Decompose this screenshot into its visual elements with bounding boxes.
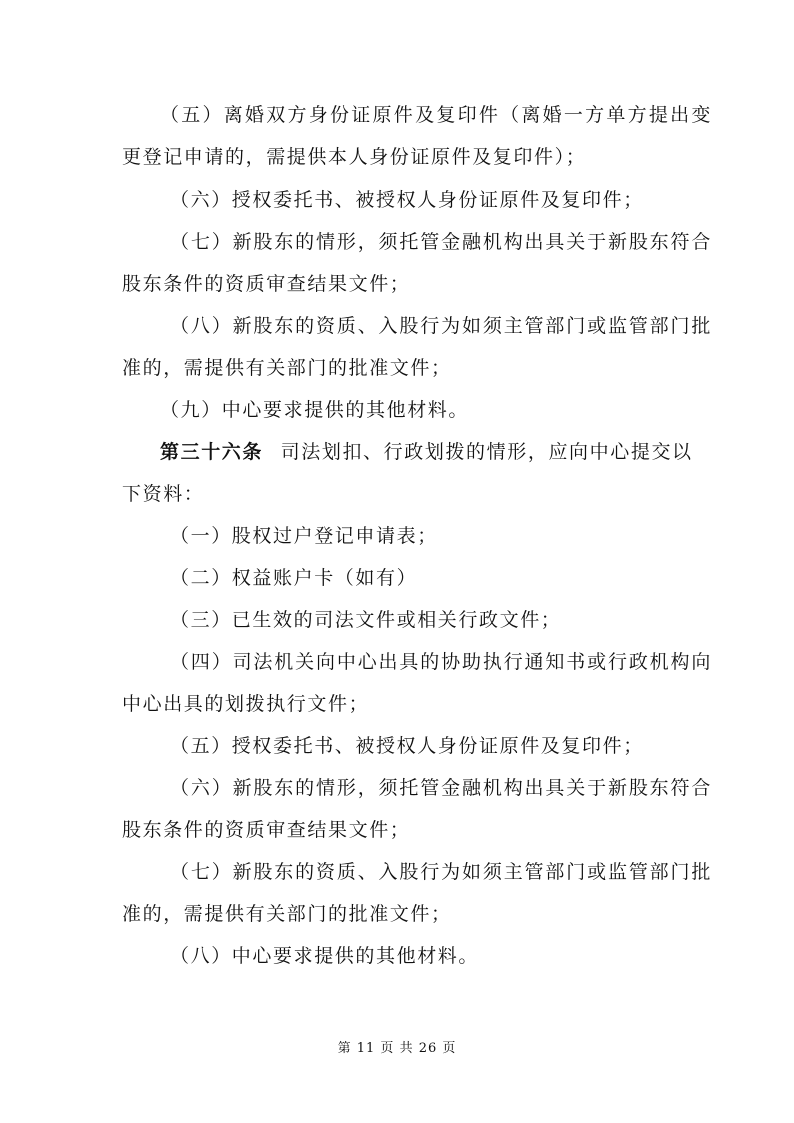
- item-4-line-1: （四）司法机关向中心出具的协助执行通知书或行政机构向: [170, 651, 712, 673]
- article-heading: 第三十六条: [160, 441, 264, 463]
- item-5-line-1: （五）离婚双方身份证原件及复印件（离婚一方单方提出变: [160, 104, 712, 126]
- item-6b-line-1: （六）新股东的情形，须托管金融机构出具关于新股东符合: [170, 777, 712, 799]
- item-8-line-1: （八）新股东的资质、入股行为如须主管部门或监管部门批: [170, 315, 712, 337]
- item-1: （一）股权过户登记申请表；: [170, 525, 438, 547]
- item-7b-line-1: （七）新股东的资质、入股行为如须主管部门或监管部门批: [170, 861, 712, 883]
- item-4-line-2: 中心出具的划拨执行文件；: [122, 693, 370, 715]
- item-6b-line-2: 股东条件的资质审查结果文件；: [122, 819, 411, 841]
- article-36-line-2: 下资料：: [122, 483, 205, 505]
- item-7-line-2: 股东条件的资质审查结果文件；: [122, 273, 411, 295]
- item-8b: （八）中心要求提供的其他材料。: [170, 945, 480, 967]
- item-8-line-2: 准的，需提供有关部门的批准文件；: [122, 357, 452, 379]
- item-9: （九）中心要求提供的其他材料。: [160, 399, 470, 421]
- article-36-line-1: [160, 440, 712, 464]
- item-2: （二）权益账户卡（如有）: [170, 567, 418, 589]
- item-5b: （五）授权委托书、被授权人身份证原件及复印件；: [170, 735, 644, 757]
- item-7b-line-2: 准的，需提供有关部门的批准文件；: [122, 903, 452, 925]
- page-number-footer: 第 11 页 共 26 页: [337, 1041, 457, 1056]
- item-7-line-1: （七）新股东的情形，须托管金融机构出具关于新股东符合: [170, 231, 712, 253]
- item-5-line-2: 更登记申请的，需提供本人身份证原件及复印件）；: [122, 146, 587, 168]
- item-6: （六）授权委托书、被授权人身份证原件及复印件；: [170, 189, 644, 211]
- article-36-text: 司法划扣、行政划拨的情形，应向中心提交以: [280, 441, 693, 463]
- item-3: （三）已生效的司法文件或相关行政文件；: [170, 609, 562, 631]
